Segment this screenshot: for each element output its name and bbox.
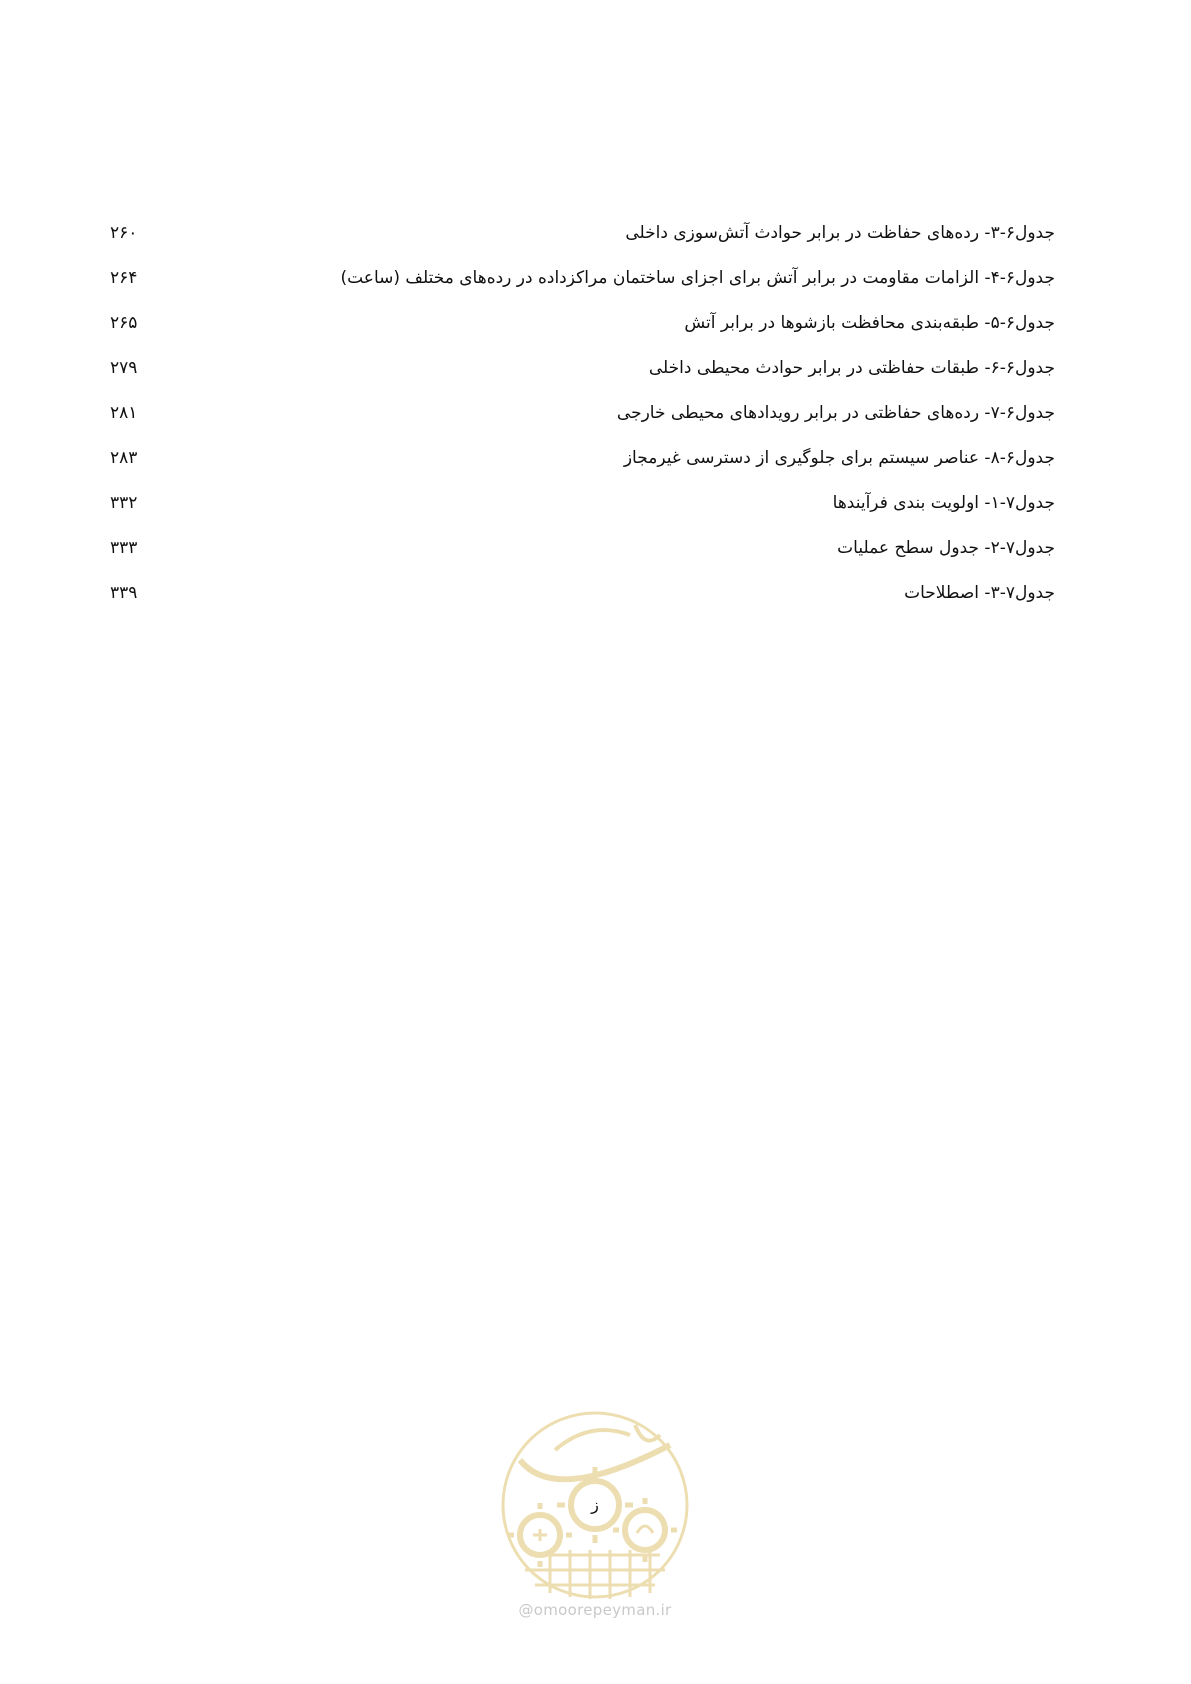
toc-entry-title: جدول۶-۸- عناصر سیستم برای جلوگیری از دسترسی غیرمجاز [623, 447, 1055, 468]
toc-entry-title: جدول۷-۳- اصطلاحات [904, 582, 1055, 603]
toc-entry-title: جدول۶-۴- الزامات مقاومت در برابر آتش برای اجزای ساختمان مراکزداده در رده‌های مختلف (ساعت) [340, 267, 1055, 288]
toc-row[interactable] [110, 390, 1055, 435]
toc-entry-title: جدول۷-۱- اولویت بندی فرآیندها [832, 492, 1055, 513]
toc-row[interactable] [110, 255, 1055, 300]
toc-page-number: ۲۸۳ [110, 447, 138, 468]
watermark-url: @omoorepeyman.ir [518, 1601, 672, 1619]
toc-row[interactable] [110, 300, 1055, 345]
page-number-letter: ز [591, 1495, 599, 1514]
toc-row[interactable] [110, 345, 1055, 390]
toc-page-number: ۲۶۵ [110, 312, 138, 333]
toc-page-number: ۲۶۰ [110, 222, 138, 243]
toc-row[interactable] [110, 570, 1055, 615]
toc-row[interactable] [110, 525, 1055, 570]
toc-row[interactable] [110, 480, 1055, 525]
toc-row[interactable] [110, 435, 1055, 480]
toc-entry-title: جدول۶-۵- طبقه‌بندی محافظت بازشوها در برابر آتش [684, 312, 1055, 333]
toc-entry-title: جدول۶-۳- رده‌های حفاظت در برابر حوادث آتش‌سوزی داخلی [625, 222, 1055, 243]
toc-row[interactable] [110, 210, 1055, 255]
toc-page-number: ۲۷۹ [110, 357, 138, 378]
toc-entry-title: جدول۶-۶- طبقات حفاظتی در برابر حوادث محیطی داخلی [648, 357, 1055, 378]
toc-entry-title: جدول۷-۲- جدول سطح عملیات [837, 537, 1055, 558]
toc-page-number: ۳۳۹ [110, 582, 138, 603]
toc-page-number: ۳۳۲ [110, 492, 138, 513]
toc-page-number: ۲۸۱ [110, 402, 138, 423]
table-of-tables [110, 210, 1055, 615]
toc-page-number: ۲۶۴ [110, 267, 138, 288]
page-footer [495, 1405, 695, 1625]
toc-page-number: ۳۳۳ [110, 537, 138, 558]
toc-entry-title: جدول۶-۷- رده‌های حفاظتی در برابر رویدادهای محیطی خارجی [616, 402, 1055, 423]
